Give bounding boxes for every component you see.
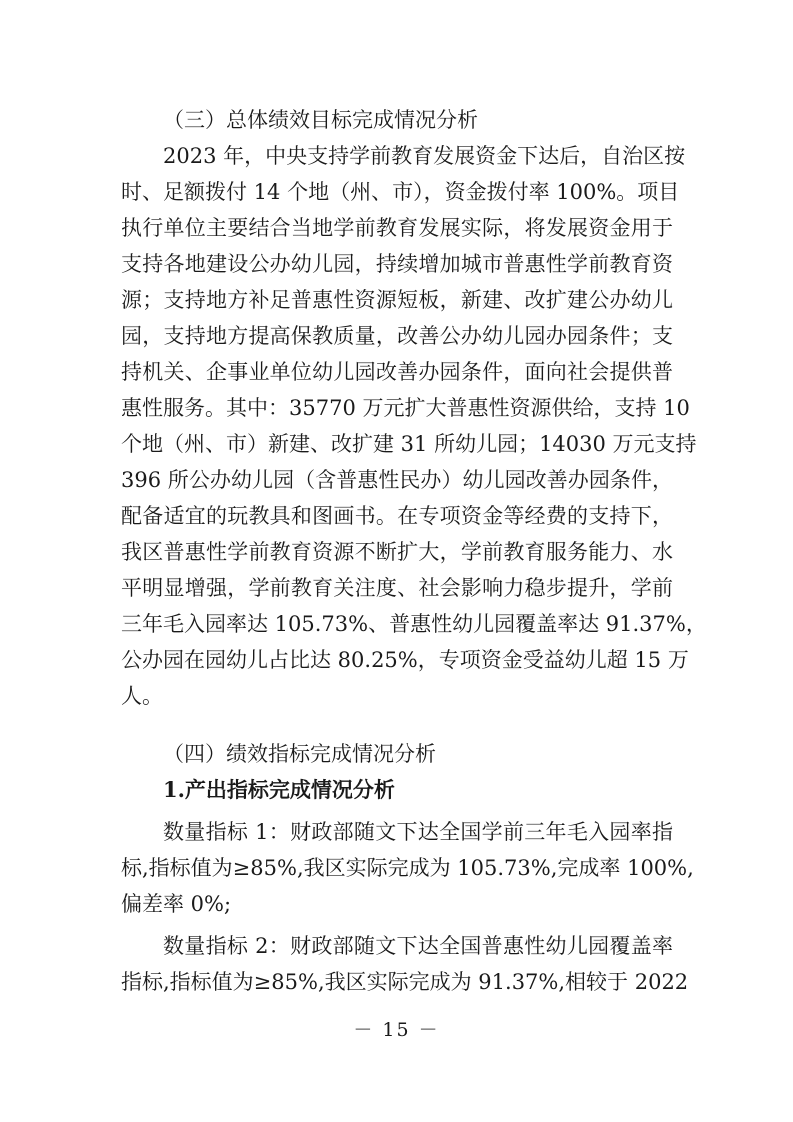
paragraph-line: 配备适宜的玩教具和图画书。在专项资金等经费的支持下， [121,504,673,528]
paragraph-line: 支持各地建设公办幼儿园，持续增加城市普惠性学前教育资 [121,252,673,276]
paragraph-line: 执行单位主要结合当地学前教育发展实际，将发展资金用于 [121,216,673,240]
section-4-heading: （四）绩效指标完成情况分析 [163,742,436,766]
section-4-subheading: 1.产出指标完成情况分析 [163,777,395,802]
paragraph-line: 公办园在园幼儿占比达 80.25%，专项资金受益幼儿超 15 万 [121,648,689,672]
indicator-2-line: 指标,指标值为≥85%,我区实际完成为 91.37%,相较于 2022 [121,970,689,994]
indicator-1-line: 偏差率 0%; [121,892,232,916]
paragraph-line: 持机关、企事业单位幼儿园改善办园条件，面向社会提供普 [121,360,673,384]
paragraph-line: 园，支持地方提高保教质量，改善公办幼儿园办园条件；支 [121,324,673,348]
section-3-heading: （三）总体绩效目标完成情况分析 [163,108,478,132]
paragraph-line: 时、足额拨付 14 个地（州、市），资金拨付率 100%。项目 [121,180,680,204]
indicator-1-line: 数量指标 1：财政部随文下达全国学前三年毛入园率指 [163,820,673,844]
indicator-1-line: 标,指标值为≥85%,我区实际完成为 105.73%,完成率 100%, [121,856,694,880]
paragraph-line: 396 所公办幼儿园（含普惠性民办）幼儿园改善办园条件， [121,468,673,492]
paragraph-line: 惠性服务。其中：35770 万元扩大普惠性资源供给，支持 10 [121,396,690,420]
paragraph-line: 个地（州、市）新建、改扩建 31 所幼儿园；14030 万元支持 [121,432,697,456]
paragraph-line: 源；支持地方补足普惠性资源短板，新建、改扩建公办幼儿 [121,288,673,312]
paragraph-line: 平明显增强，学前教育关注度、社会影响力稳步提升，学前 [121,576,673,600]
paragraph-line: 2023 年，中央支持学前教育发展资金下达后，自治区按 [163,144,686,168]
paragraph-line: 人。 [121,684,163,708]
page-number: － 15 － [353,1019,440,1041]
indicator-2-line: 数量指标 2：财政部随文下达全国普惠性幼儿园覆盖率 [163,934,673,958]
paragraph-line: 三年毛入园率达 105.73%、普惠性幼儿园覆盖率达 91.37%， [121,612,707,636]
paragraph-line: 我区普惠性学前教育资源不断扩大，学前教育服务能力、水 [121,540,673,564]
